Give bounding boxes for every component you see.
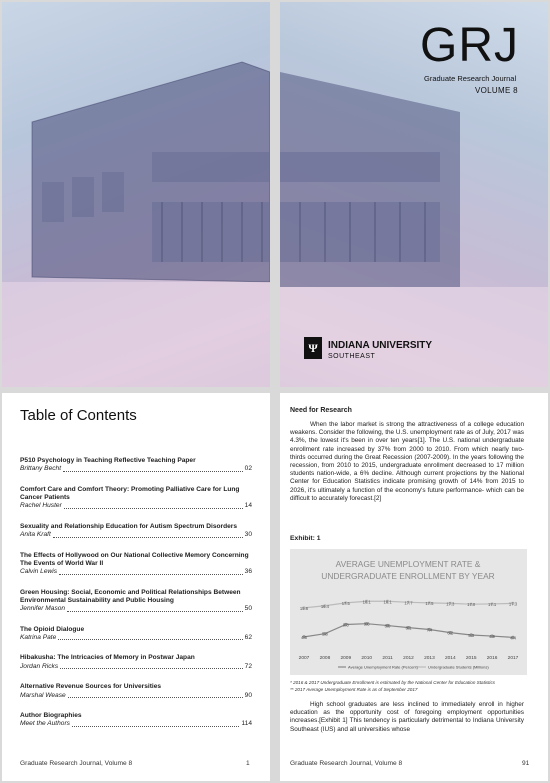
paragraph-2: High school graduates are less inclined to immediately enroll in higher education as the opportunity cost of foregoing employment opportunities increases.[Exhibit 1] This tendency is particularly detrimental to Indiana University Southeast (IUS) and all universities whose bbox=[290, 701, 524, 733]
toc-entry-title: Author Biographies bbox=[20, 712, 82, 720]
toc-entry-title: P510 Psychology in Teaching Reflective Teaching Paper bbox=[20, 457, 196, 464]
x-tick-label: 2010 bbox=[361, 656, 373, 661]
toc-entry-page: 114 bbox=[241, 720, 252, 728]
data-label: 16.4 bbox=[320, 603, 329, 609]
data-label: 17.3 bbox=[446, 601, 455, 607]
x-tick-label: 2014 bbox=[444, 656, 456, 661]
legend-label: Undergraduate Students (Millions) bbox=[428, 664, 489, 670]
x-tick-label: 2015 bbox=[465, 656, 477, 661]
building-photo-left bbox=[2, 2, 270, 387]
toc-entry[interactable] bbox=[20, 589, 252, 614]
toc-entry-author: Brittany Becht bbox=[20, 465, 62, 473]
toc-entry-title: Hibakusha: The Intricacies of Memory in Postwar Japan bbox=[20, 654, 195, 662]
toc-entry[interactable] bbox=[20, 457, 252, 474]
toc-entry-author: Jordan Ricks bbox=[20, 662, 59, 670]
dot-leader bbox=[64, 502, 243, 509]
data-label: 9.3 bbox=[342, 622, 349, 628]
toc-entry[interactable] bbox=[20, 523, 252, 540]
data-label: 8.9 bbox=[384, 623, 391, 629]
toc-entry-title: Sexuality and Relationship Education for Autism Spectrum Disorders bbox=[20, 522, 238, 530]
data-label: 18.1 bbox=[383, 599, 392, 605]
toc-entry-author-line bbox=[20, 692, 252, 701]
chart bbox=[290, 549, 527, 675]
x-tick-label: 2011 bbox=[382, 656, 393, 661]
x-tick-label: 2012 bbox=[403, 656, 414, 661]
toc-entry-title: Alternative Revenue Sources for Universities bbox=[20, 683, 162, 691]
toc-entry-page: 62 bbox=[244, 633, 252, 641]
university-name: INDIANA UNIVERSITY bbox=[328, 340, 433, 351]
chart-title-line-1: AVERAGE UNEMPLOYMENT RATE & bbox=[335, 559, 481, 569]
dot-leader bbox=[68, 692, 243, 699]
toc-entry-page: 36 bbox=[244, 568, 252, 576]
x-tick-label: 2017 bbox=[507, 656, 519, 661]
toc-entry-page: 90 bbox=[244, 691, 252, 699]
section-heading: Need for Research bbox=[290, 407, 352, 414]
footer-page-number: 91 bbox=[522, 760, 530, 767]
data-label: 17.3 bbox=[508, 601, 518, 607]
x-tick-label: 2009 bbox=[340, 656, 352, 661]
x-tick-label: 2013 bbox=[424, 656, 435, 661]
toc-list bbox=[20, 457, 252, 741]
toc-entry-author-line bbox=[20, 531, 252, 540]
toc-entry[interactable] bbox=[20, 683, 252, 700]
toc-entry-title: Comfort Care and Comfort Theory: Promoting Palliative Care for Lung Cancer Patients bbox=[20, 485, 240, 502]
toc-entry-author: Anita Kraft bbox=[20, 531, 51, 539]
toc-entry-author-line bbox=[20, 720, 252, 729]
toc-entry-author-line bbox=[20, 465, 252, 474]
trident-icon: Ψ bbox=[304, 337, 322, 359]
toc-entry[interactable] bbox=[20, 486, 252, 511]
table-of-contents-page bbox=[2, 393, 270, 781]
data-label: 4.4 bbox=[510, 635, 516, 641]
dot-leader bbox=[63, 465, 243, 472]
campus-name: SOUTHEAST bbox=[328, 353, 376, 360]
data-label: 4.6 bbox=[301, 634, 307, 640]
toc-entry-author: Calvin Lewis bbox=[20, 568, 58, 576]
toc-entry-author-line bbox=[20, 568, 252, 577]
footer-journal: Graduate Research Journal, Volume 8 bbox=[290, 760, 403, 767]
toc-entry-author-line bbox=[20, 663, 252, 672]
dot-leader bbox=[67, 605, 243, 612]
journal-subtitle: Graduate Research Journal bbox=[424, 74, 517, 83]
footer-journal: Graduate Research Journal, Volume 8 bbox=[20, 760, 133, 767]
data-label: 17.7 bbox=[404, 600, 413, 606]
legend-label: Average Unemployment Rate (Percent) bbox=[348, 664, 418, 670]
data-label: 17.5 bbox=[341, 600, 350, 606]
toc-entry[interactable] bbox=[20, 712, 252, 729]
cover-right-half bbox=[280, 2, 548, 387]
toc-entry-author-line bbox=[20, 502, 252, 511]
toc-title: Table of Contents bbox=[20, 407, 137, 424]
data-label: 5.8 bbox=[321, 631, 328, 637]
toc-entry-author: Katrina Pate bbox=[20, 633, 57, 641]
data-label: 6.2 bbox=[447, 630, 454, 636]
chart-svg bbox=[290, 549, 527, 675]
toc-entry-page: 02 bbox=[244, 465, 252, 473]
toc-entry-author: Marshal Wease bbox=[20, 691, 66, 699]
toc-entry-author: Jennifer Mason bbox=[20, 605, 66, 613]
toc-entry-author: Rachel Huster bbox=[20, 502, 62, 510]
toc-entry-title: Green Housing: Social, Economic and Political Relationships Between Environmental Sustainability and Public Housing bbox=[20, 588, 241, 604]
toc-entry-author-line bbox=[20, 634, 252, 643]
x-tick-label: 2016 bbox=[486, 656, 498, 661]
toc-entry-author: Meet the Authors bbox=[20, 720, 70, 728]
article-page bbox=[280, 393, 548, 781]
data-label: 4.9 bbox=[489, 634, 496, 640]
toc-entry-page: 72 bbox=[244, 662, 252, 670]
footer-page-number: 1 bbox=[246, 760, 250, 767]
data-label: 9.6 bbox=[363, 621, 370, 627]
exhibit-label: Exhibit: 1 bbox=[290, 535, 321, 542]
data-label: 5.3 bbox=[468, 633, 475, 639]
toc-entry-page: 30 bbox=[244, 531, 252, 539]
toc-entry-author-line bbox=[20, 605, 252, 614]
x-tick-label: 2007 bbox=[298, 656, 310, 661]
footnote-1: * 2016 & 2017 Undergraduate Enrollment is estimated by the National Center for Education Statistics bbox=[290, 680, 496, 685]
dot-leader bbox=[53, 531, 243, 538]
data-label: 8.1 bbox=[405, 625, 412, 631]
toc-entry-page: 14 bbox=[244, 502, 252, 510]
footnote-2: ** 2017 Average Unemployment Rate is as of September 2017 bbox=[290, 687, 418, 692]
x-tick-label: 2008 bbox=[319, 656, 331, 661]
toc-entry-page: 50 bbox=[244, 605, 252, 613]
toc-entry[interactable] bbox=[20, 626, 252, 643]
toc-entry[interactable] bbox=[20, 552, 252, 577]
dot-leader bbox=[72, 720, 240, 727]
dot-leader bbox=[58, 634, 242, 641]
journal-logo: GRJ bbox=[420, 19, 519, 72]
data-label: 17.5 bbox=[425, 600, 434, 606]
paragraph-1: When the labor market is strong the attractiveness of a college education weakens. Consider the following, the U.S. unemployment rate as of July, 2017 was 4.3%, the lowest it's been in over ten years[1]. The U.S. national undergraduate enrollment rate increased by 37% from 2000 to 2010. From which nearly two-thirds occurred during the Great Recession (2007-2009). In the years following the recession, from 2010 to 2015, undergraduate enrollment decreased to 17 million students nation-wide, a 6% decline. Although current projections by the National Center for Education Statistics indicate promising growth of 14% from 2015 to 2026, it's ultimately a function of the economy's future performance- which can be difficult to accurately forecast.[2] bbox=[290, 421, 524, 502]
data-label: 17.1 bbox=[488, 601, 497, 607]
dot-leader bbox=[59, 568, 243, 575]
chart-title-line-2: UNDERGRADUATE ENROLLMENT BY YEAR bbox=[321, 571, 495, 581]
toc-entry[interactable] bbox=[20, 654, 252, 671]
data-label: 18.1 bbox=[362, 599, 371, 605]
dot-leader bbox=[60, 663, 243, 670]
toc-entry-title: The Opioid Dialogue bbox=[20, 625, 85, 633]
cover-left-half bbox=[2, 2, 270, 387]
toc-entry-title: The Effects of Hollywood on Our National Collective Memory Concerning The Events of World War II bbox=[20, 551, 249, 567]
data-label: 7.4 bbox=[426, 627, 433, 633]
data-label: 15.6 bbox=[299, 605, 309, 611]
volume-label: VOLUME 8 bbox=[475, 86, 518, 95]
data-label: 17.0 bbox=[467, 602, 476, 608]
